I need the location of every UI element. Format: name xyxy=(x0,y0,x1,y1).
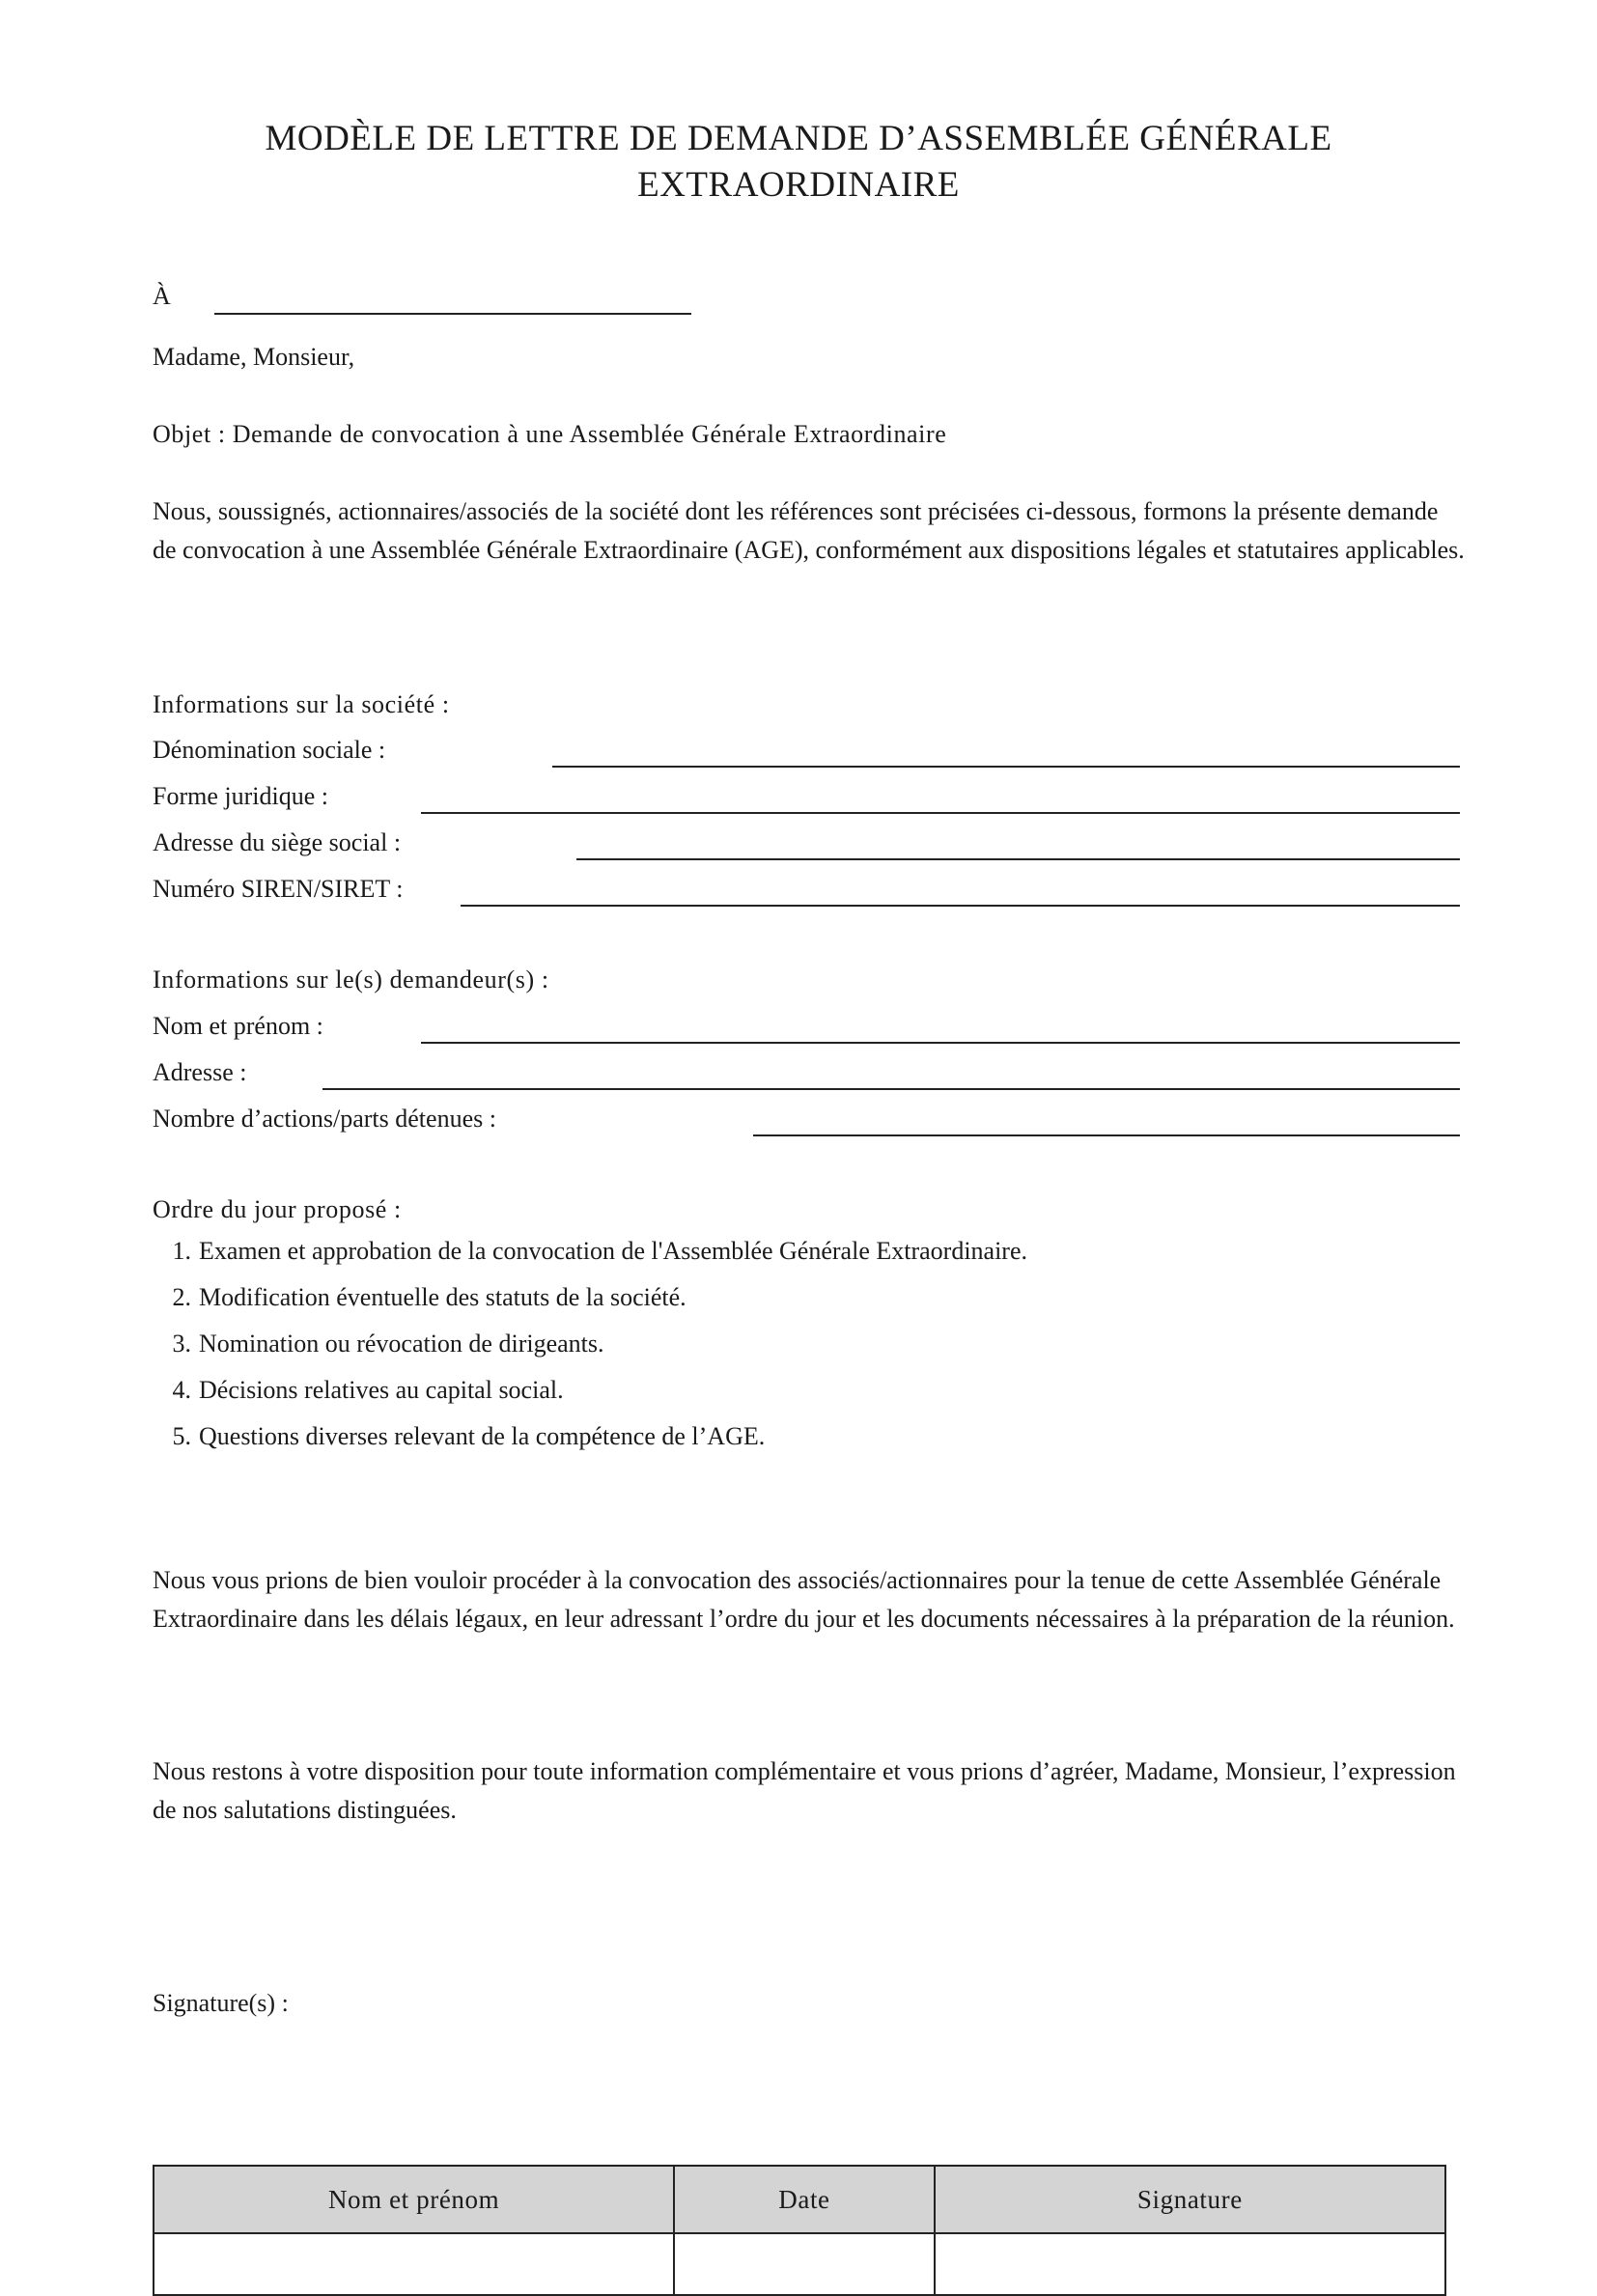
requester-address-field[interactable] xyxy=(322,1088,1460,1090)
agenda-item: 3. Nomination ou révocation de dirigeants. xyxy=(172,1330,604,1358)
request-paragraph: Nous vous prions de bien vouloir procéder à la convocation des associés/actionnaires pour la tenue de cette Assemblée Générale Extraordinaire dans les délais légaux, en leur adressant l’ordre du jour et les documents nécessaires à la préparation de la réunion. xyxy=(153,1566,1455,1633)
title-line-1: MODÈLE DE LETTRE DE DEMANDE D’ASSEMBLÉE GÉNÉRALE xyxy=(265,119,1332,158)
shares-held-field[interactable] xyxy=(753,1134,1460,1136)
header-signature: Signature xyxy=(935,2166,1445,2233)
company-name-field[interactable] xyxy=(552,766,1460,768)
intro-paragraph: Nous, soussignés, actionnaires/associés de la société dont les références sont précisées ci-dessous, formons la présente demande de convocation à une Assemblée Générale Extraordinaire (AGE), conformément aux dispositions légales et statutaires applicables. xyxy=(153,497,1465,564)
agenda-heading: Ordre du jour proposé : xyxy=(153,1195,402,1223)
signature-cell[interactable] xyxy=(935,2233,1445,2295)
legal-form-field[interactable] xyxy=(421,812,1460,814)
subject-line: Objet : Demande de convocation à une Assemblée Générale Extraordinaire xyxy=(153,420,947,448)
date-cell[interactable] xyxy=(674,2233,935,2295)
recipient-field[interactable] xyxy=(214,313,691,315)
header-name: Nom et prénom xyxy=(154,2166,674,2233)
signature-table xyxy=(153,2165,1446,2296)
head-office-address-field[interactable] xyxy=(576,858,1460,860)
agenda-list xyxy=(153,1228,1027,1460)
salutation: Madame, Monsieur, xyxy=(153,343,355,371)
head-office-address-label: Adresse du siège social : xyxy=(153,828,402,856)
company-name-label: Dénomination sociale : xyxy=(153,736,386,764)
requesters-heading: Informations sur le(s) demandeur(s) : xyxy=(153,966,549,994)
signature-label: Signature(s) : xyxy=(153,1989,289,2017)
agenda-item: 5. Questions diverses relevant de la compétence de l’AGE. xyxy=(172,1422,766,1450)
legal-form-label: Forme juridique : xyxy=(153,782,328,810)
requester-address-label: Adresse : xyxy=(153,1058,247,1086)
name-cell[interactable] xyxy=(154,2233,674,2295)
requester-name-field[interactable] xyxy=(421,1042,1460,1044)
agenda-item: 1. Examen et approbation de la convocation de l'Assemblée Générale Extraordinaire. xyxy=(172,1237,1027,1265)
signature-table-header-row xyxy=(154,2166,1445,2233)
requester-name-label: Nom et prénom : xyxy=(153,1012,323,1040)
title-line-2: EXTRAORDINAIRE xyxy=(637,165,960,205)
closing-paragraph: Nous restons à votre disposition pour toute information complémentaire et vous prions d’agréer, Madame, Monsieur, l’expression de nos salutations distinguées. xyxy=(153,1757,1456,1824)
agenda-item: 2. Modification éventuelle des statuts de la société. xyxy=(172,1283,686,1311)
agenda-item: 4. Décisions relatives au capital social. xyxy=(172,1376,564,1404)
recipient-label: À xyxy=(153,282,171,310)
siren-label: Numéro SIREN/SIRET : xyxy=(153,875,404,903)
siren-field[interactable] xyxy=(461,905,1460,907)
company-heading: Informations sur la société : xyxy=(153,690,450,718)
shares-held-label: Nombre d’actions/parts détenues : xyxy=(153,1105,496,1133)
header-date: Date xyxy=(674,2166,935,2233)
document-title xyxy=(0,116,1597,209)
table-row xyxy=(154,2233,1445,2295)
